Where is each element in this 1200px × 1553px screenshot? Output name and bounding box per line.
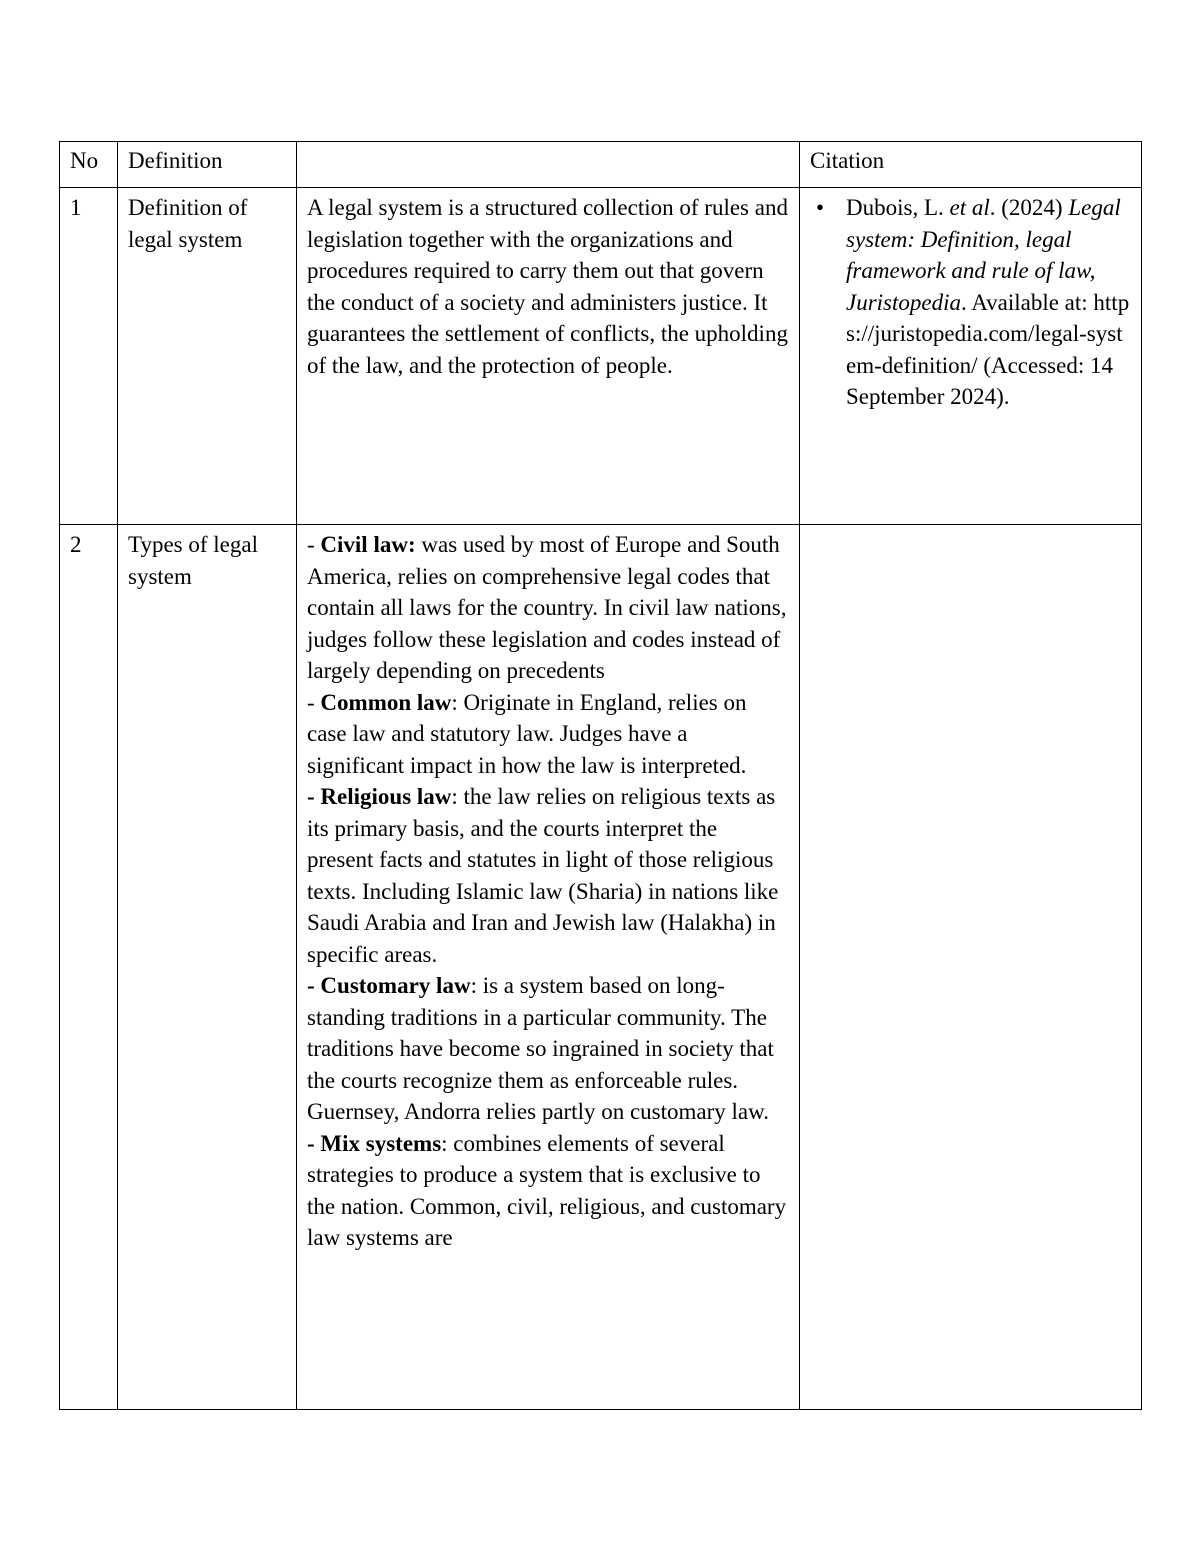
citation-sep: , (1089, 258, 1096, 283)
citation-rest: . Available at: https://juristopedia.com/legal-system-definition/ (Accessed: 14 September 2024). (846, 289, 1130, 409)
customary-law-item (307, 970, 789, 1128)
mix-systems-item (307, 1128, 789, 1254)
row-citation (800, 188, 1142, 525)
civil-law-item (307, 529, 789, 687)
item-text: was used by most of Europe and South America, relies on comprehensive legal codes that contain all laws for the country. In civil law nations, judges follow these legislation and codes instead of largely depending on precedents (307, 532, 787, 683)
item-label: Customary law (320, 973, 471, 998)
item-prefix: - (307, 784, 321, 809)
item-label: Common law (320, 689, 452, 715)
table-row (60, 525, 1142, 1410)
citation-title: Legal system: Definition, legal framework and rule of law (846, 195, 1121, 283)
religious-law-item (307, 781, 789, 970)
row-description: A legal system is a structured collection of rules and legislation together with the organizations and procedures required to carry them out that govern the conduct of a society and administers justice. It guarantees the settlement of conflicts, the upholding of the law, and the protection of people. (297, 188, 800, 525)
header-citation: Citation (800, 142, 1142, 188)
row-number: 1 (60, 188, 118, 525)
item-prefix: - (307, 532, 321, 557)
item-label: Mix systems (320, 1130, 442, 1156)
bullet-icon: • (816, 195, 825, 220)
item-label: Religious law (320, 784, 452, 809)
legal-systems-table (59, 141, 1142, 1410)
item-prefix: - (307, 1130, 321, 1156)
common-law-item (307, 687, 789, 782)
header-definition: Definition (118, 142, 297, 188)
citation-authors: Dubois, L. (846, 195, 950, 220)
item-text: : combines elements of several strategies to produce a system that is exclusive to the nation. Common, civil, religious, and customary law systems are (307, 1130, 787, 1250)
citation-year: . (2024) (989, 195, 1069, 220)
row-description (297, 525, 800, 1410)
item-text: : Originate in England, relies on case law and statutory law. Judges have a significant impact in how the law is interpreted. (307, 689, 747, 778)
citation-item (810, 192, 1131, 413)
table-row (60, 188, 1142, 525)
row-citation (800, 525, 1142, 1410)
citation-publisher: Juristopedia (846, 289, 961, 315)
row-term: Definition of legal system (118, 188, 297, 525)
header-description (297, 142, 800, 188)
item-text: : the law relies on religious texts as its primary basis, and the courts interpret the present facts and statutes in light of those religious texts. Including Islamic law (Sharia) in nations like Saudi Arabia and Iran and Jewish law (Halakha) in specific areas. (307, 784, 779, 967)
citation-list (810, 192, 1131, 413)
row-number: 2 (60, 525, 118, 1410)
item-prefix: - (307, 973, 321, 998)
item-prefix: - (307, 689, 321, 715)
citation-et-al: et al (949, 195, 990, 220)
table-header-row (60, 142, 1142, 188)
header-no: No (60, 142, 118, 188)
item-label: Civil law: (320, 532, 416, 557)
row-term: Types of legal system (118, 525, 297, 1410)
item-text: : is a system based on long-standing traditions in a particular community. The traditions have become so ingrained in society that the courts recognize them as enforceable rules. Guernsey, Andorra relies partly on customary law. (307, 973, 774, 1124)
